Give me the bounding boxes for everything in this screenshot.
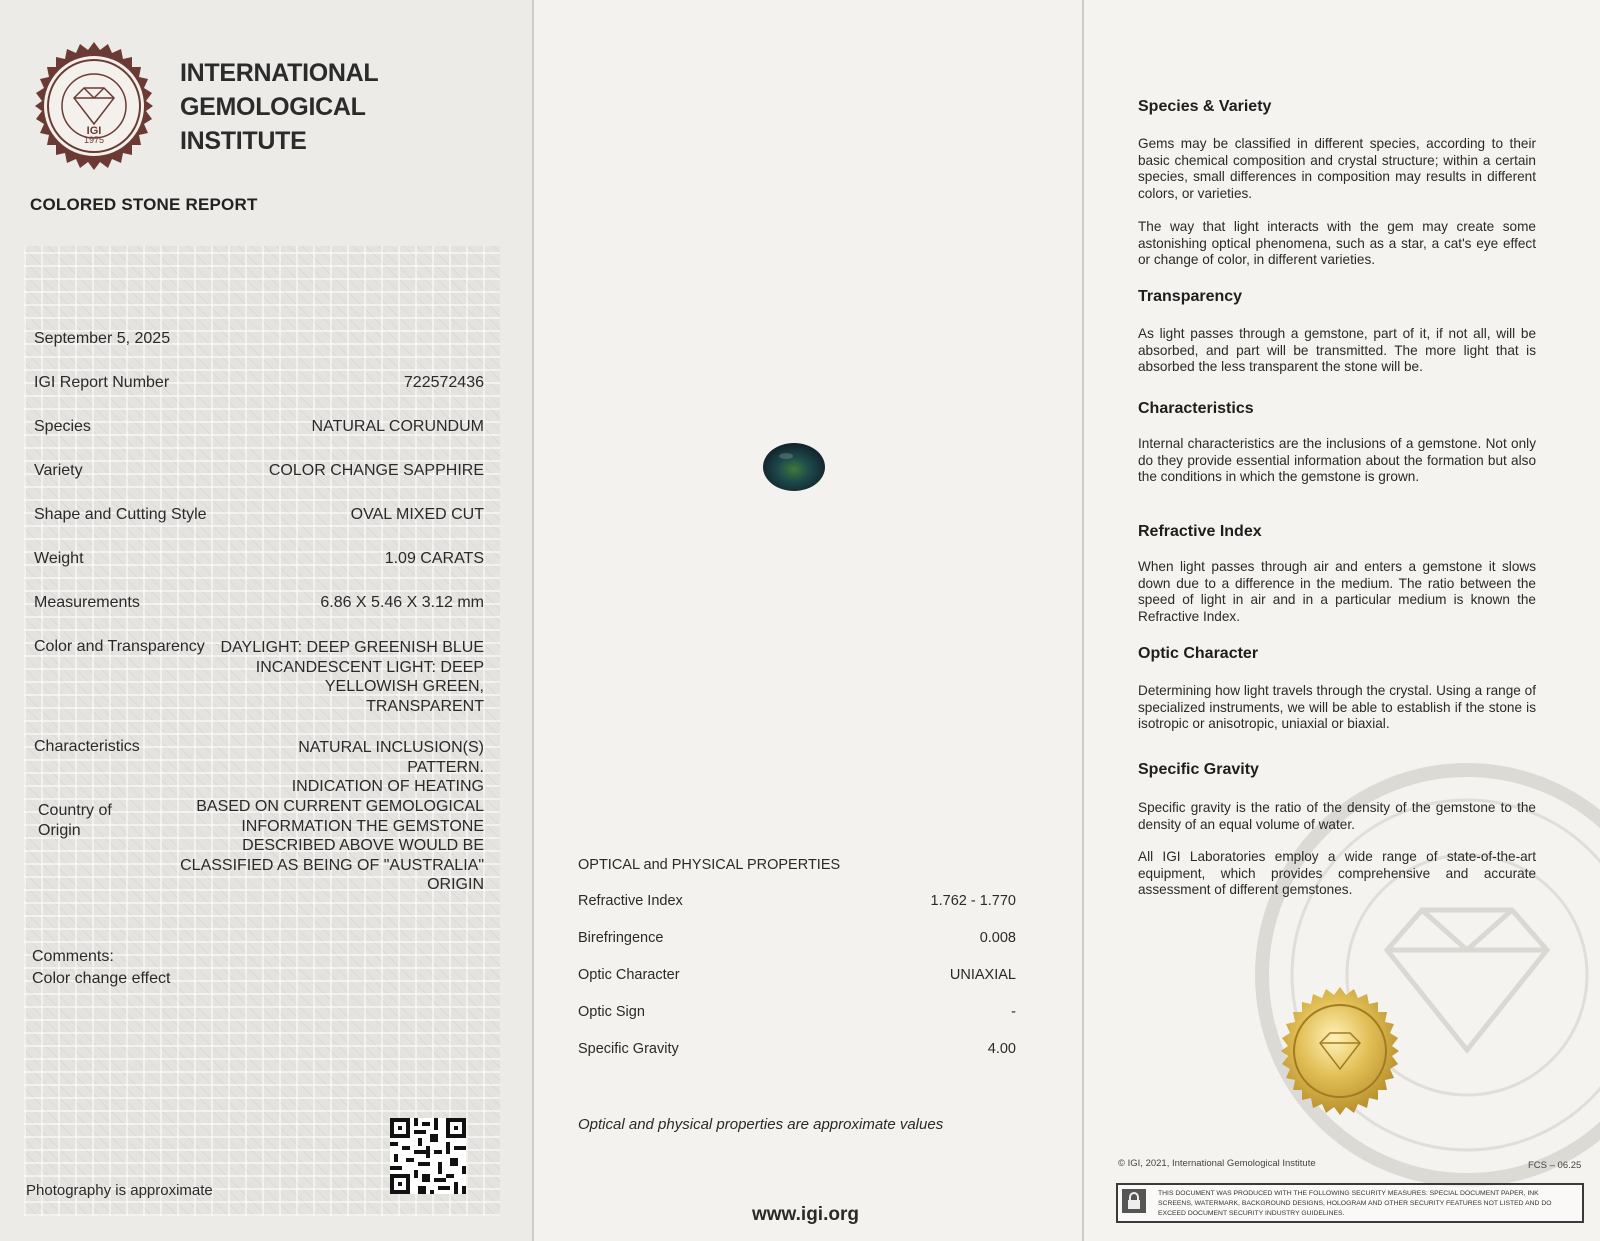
field-label: Measurements bbox=[34, 594, 140, 611]
property-value: 4.00 bbox=[987, 1041, 1016, 1057]
property-label: Optic Character bbox=[578, 967, 680, 983]
glossary-paragraph: Determining how light travels through the crystal. Using a range of specialized instruments, we will be able to establish if the stone is isotropic or anisotropic, uniaxial or biaxial. bbox=[1138, 683, 1536, 731]
hologram-seal bbox=[1274, 985, 1406, 1117]
field-value: BASED ON CURRENT GEMOLOGICAL INFORMATION THE GEMSTONE DESCRIBED ABOVE WOULD BE CLASSIFIED AS BEING OF "AUSTRALIA" ORIGIN bbox=[180, 798, 484, 893]
gemstone-photo bbox=[762, 442, 826, 492]
property-value: - bbox=[1011, 1004, 1016, 1020]
field-value: DAYLIGHT: DEEP GREENISH BLUE INCANDESCENT LIGHT: DEEP YELLOWISH GREEN, TRANSPARENT bbox=[220, 639, 484, 715]
report-title: COLORED STONE REPORT bbox=[30, 195, 258, 214]
seal-year: 1975 bbox=[83, 135, 105, 145]
property-label: Specific Gravity bbox=[578, 1041, 679, 1057]
report-date: September 5, 2025 bbox=[34, 330, 171, 347]
characteristics-row bbox=[34, 738, 484, 798]
lock-icon bbox=[1122, 1189, 1146, 1213]
property-value: 1.762 - 1.770 bbox=[930, 893, 1016, 909]
security-text: THIS DOCUMENT WAS PRODUCED WITH THE FOLLOWING SECURITY MEASURES: SPECIAL DOCUMENT PAPER, INK SCREENS, WATERMARK, BACKGROUND DESIGNS, HOLOGRAM AND OTHER SECURITY FEATURES NOT LISTED AND DO EXCEED DOCUMENT SECURITY INDUSTRY GUIDELINES. bbox=[1158, 1190, 1552, 1217]
field-label: Species bbox=[34, 418, 91, 435]
glossary-heading: Transparency bbox=[1138, 288, 1243, 305]
field-value: 6.86 X 5.46 X 3.12 mm bbox=[320, 594, 484, 611]
security-notice bbox=[1116, 1183, 1584, 1223]
field-label: Weight bbox=[34, 550, 84, 567]
org-name-line: INSTITUTE bbox=[180, 127, 307, 155]
field-value: NATURAL CORUNDUM bbox=[311, 418, 484, 435]
glossary-heading: Optic Character bbox=[1138, 645, 1259, 662]
glossary-paragraph: The way that light interacts with the gem may create some astonishing optical phenomena, such as a star, a cat's eye effect or change of color, in different varieties. bbox=[1138, 219, 1536, 267]
glossary-paragraph: Specific gravity is the ratio of the density of the gemstone to the density of an equal volume of water. bbox=[1138, 800, 1536, 832]
seal-monogram: IGI bbox=[86, 125, 102, 137]
copyright-notice: © IGI, 2021, International Gemological Institute bbox=[1118, 1158, 1316, 1169]
color-transparency-row bbox=[34, 638, 484, 718]
field-value: 722572436 bbox=[403, 374, 484, 391]
field-label: Variety bbox=[34, 462, 83, 479]
glossary-paragraph: As light passes through a gemstone, part of it, if not all, will be absorbed, and part will be transmitted. The more light that is absorbed the less transparent the stone will be. bbox=[1138, 326, 1536, 374]
report-panel bbox=[0, 0, 534, 1241]
comments-label: Comments: bbox=[32, 948, 114, 965]
field-label: Country of Origin bbox=[38, 802, 112, 839]
org-name-line: INTERNATIONAL bbox=[180, 59, 379, 87]
property-label: Refractive Index bbox=[578, 893, 683, 909]
property-value: 0.008 bbox=[979, 930, 1016, 946]
comments-value: Color change effect bbox=[32, 970, 171, 987]
glossary-heading: Specific Gravity bbox=[1138, 761, 1259, 778]
qr-code[interactable] bbox=[390, 1118, 466, 1194]
glossary-heading: Characteristics bbox=[1138, 400, 1254, 417]
origin-row bbox=[34, 797, 484, 897]
glossary-heading: Species & Variety bbox=[1138, 98, 1272, 115]
form-code: FCS – 06.25 bbox=[1528, 1160, 1582, 1171]
field-value: 1.09 CARATS bbox=[384, 550, 484, 567]
photography-note: Photography is approximate bbox=[26, 1182, 213, 1199]
properties-title: OPTICAL and PHYSICAL PROPERTIES bbox=[578, 857, 841, 873]
glossary-paragraph: Gems may be classified in different species, according to their basic chemical composition and crystal structure; within a certain species, small differences in composition may results in different colors, or varieties. bbox=[1138, 136, 1536, 201]
glossary-paragraph: When light passes through air and enters a gemstone it slows down due to a difference in the medium. The ratio between the speed of light in air and in a particular medium is known the Refractive Index. bbox=[1138, 559, 1536, 624]
organization-name bbox=[180, 56, 378, 158]
glossary-heading: Refractive Index bbox=[1138, 523, 1262, 540]
igi-seal-logo bbox=[28, 40, 160, 172]
glossary-paragraph: Internal characteristics are the inclusions of a gemstone. Not only do they provide essential information about the formation but also the conditions in which the gemstone is grown. bbox=[1138, 436, 1536, 484]
field-value: OVAL MIXED CUT bbox=[350, 506, 484, 523]
property-label: Birefringence bbox=[578, 930, 664, 946]
field-label: Shape and Cutting Style bbox=[34, 506, 207, 523]
field-label: Characteristics bbox=[34, 738, 140, 755]
property-value: UNIAXIAL bbox=[949, 967, 1016, 983]
org-name-line: GEMOLOGICAL bbox=[180, 93, 366, 121]
glossary-paragraph: All IGI Laboratories employ a wide range of state-of-the-art equipment, which provides comprehensive and accurate assessment of different gemstones. bbox=[1138, 849, 1536, 897]
field-value: COLOR CHANGE SAPPHIRE bbox=[268, 462, 484, 479]
website-link[interactable]: www.igi.org bbox=[752, 1204, 859, 1225]
field-label: Color and Transparency bbox=[34, 638, 205, 655]
field-label: IGI Report Number bbox=[34, 374, 170, 391]
properties-note: Optical and physical properties are approximate values bbox=[578, 1116, 944, 1133]
property-label: Optic Sign bbox=[578, 1004, 645, 1020]
field-value: NATURAL INCLUSION(S) PATTERN. INDICATION OF HEATING bbox=[291, 739, 484, 795]
